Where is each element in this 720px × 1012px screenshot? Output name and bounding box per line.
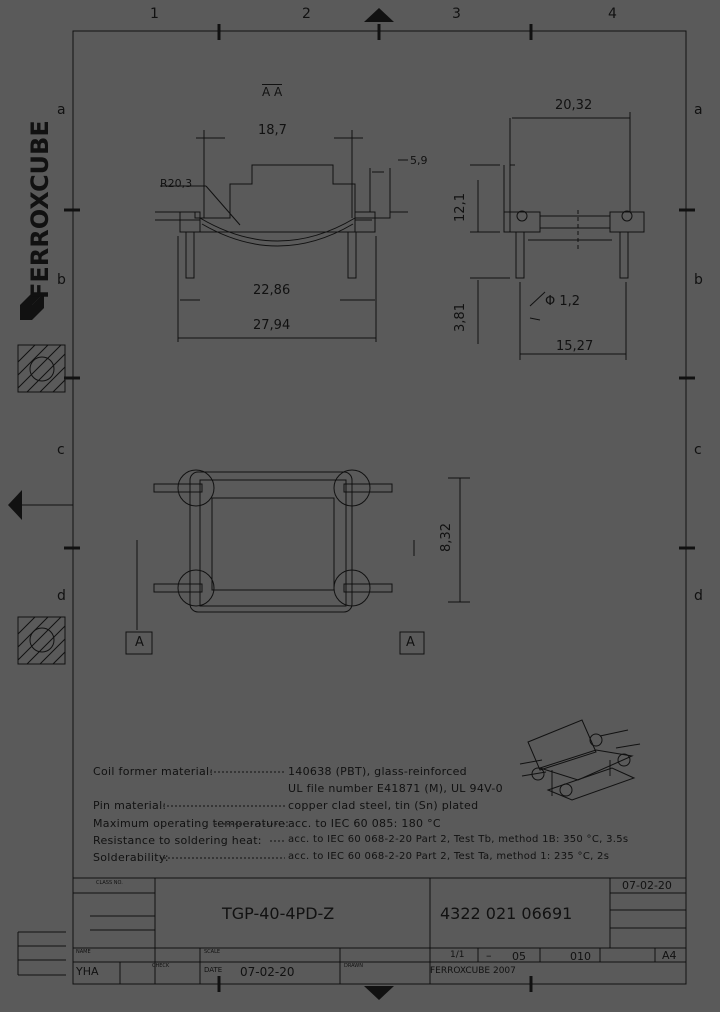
grid-row-a-left: a	[57, 102, 66, 118]
centering-mark-bottom	[364, 986, 394, 1000]
check-label: CHECK	[152, 963, 170, 969]
grid-row-d-left: d	[57, 588, 66, 604]
side-view	[470, 112, 644, 360]
isometric-view	[520, 720, 640, 800]
projection-symbol-bottom	[18, 617, 65, 664]
front-view	[155, 130, 408, 342]
spec-label-2: Pin material:	[93, 799, 167, 812]
dim-3-81: 3,81	[452, 303, 468, 332]
grid-row-a-right: a	[694, 102, 703, 118]
dim-12-1: 12,1	[452, 193, 468, 222]
section-label-top: A A	[262, 85, 283, 99]
dim-8-32: 8,32	[438, 523, 454, 552]
dim-15-27: 15,27	[556, 339, 594, 354]
dim-18-7: 18,7	[258, 123, 287, 138]
section-label-right: A	[406, 635, 415, 650]
spec-value-5: acc. to IEC 60 068-2-20 Part 2, Test Ta, method 1: 235 °C, 2s	[288, 851, 610, 862]
dim-dia-1-2: Φ 1,2	[545, 294, 581, 309]
drawn-label: DRAWN	[344, 963, 363, 969]
grid-row-c-right: c	[694, 442, 702, 458]
spec-label-4: Resistance to soldering heat:	[93, 834, 262, 847]
dim-22-86: 22,86	[253, 283, 291, 298]
date-label: DATE	[204, 966, 223, 974]
grid-col-4: 4	[608, 6, 617, 22]
class-label: CLASS NO.	[96, 880, 123, 886]
drawn-by-mark: YHA	[76, 965, 99, 978]
grid-row-d-right: d	[694, 588, 703, 604]
top-view	[126, 470, 470, 654]
spec-value-4: acc. to IEC 60 068-2-20 Part 2, Test Tb, method 1B: 350 °C, 3.5s	[288, 834, 629, 845]
grid-col-2: 2	[302, 6, 311, 22]
grid-col-3: 3	[452, 6, 461, 22]
drawing-date: 07-02-20	[240, 965, 295, 979]
grid-col-1: 1	[150, 6, 159, 22]
num-code: 010	[570, 950, 591, 963]
centering-mark-top	[364, 8, 394, 22]
dim-r20-3: R20,3	[160, 177, 193, 190]
product-code: 4322 021 06691	[440, 904, 573, 923]
spec-value-0: 140638 (PBT), glass-reinforced	[288, 765, 467, 778]
scale-label: SCALE	[204, 949, 221, 955]
dim-27-94: 27,94	[253, 318, 291, 333]
centering-mark-left	[8, 490, 22, 520]
grid-row-b-right: b	[694, 272, 703, 288]
sheet-value: 1/1	[450, 950, 465, 960]
company-copyright: FERROXCUBE 2007	[430, 966, 516, 976]
dash-value: –	[486, 949, 492, 962]
spec-value-3: acc. to IEC 60 085: 180 °C	[288, 817, 441, 830]
grid-row-c-left: c	[57, 442, 65, 458]
mid-code: 05	[512, 950, 526, 963]
dim-5-9: 5,9	[410, 154, 428, 167]
section-label-left: A	[135, 635, 144, 650]
brand-name: FERROXCUBE	[26, 120, 54, 299]
spec-label-3: Maximum operating temperature:	[93, 817, 290, 830]
dim-20-32: 20,32	[555, 98, 593, 113]
grid-row-b-left: b	[57, 272, 66, 288]
spec-value-2: copper clad steel, tin (Sn) plated	[288, 799, 479, 812]
projection-symbol-top	[18, 345, 65, 392]
product-type: TGP-40-4PD-Z	[222, 904, 335, 923]
spec-label-5: Solderability:	[93, 851, 169, 864]
paper-size: A4	[662, 949, 677, 962]
title-date-top: 07-02-20	[622, 879, 672, 892]
spec-label-0: Coil former material:	[93, 765, 214, 778]
spec-value-1: UL file number E41871 (M), UL 94V-0	[288, 782, 503, 795]
name-label: NAME	[76, 949, 91, 955]
